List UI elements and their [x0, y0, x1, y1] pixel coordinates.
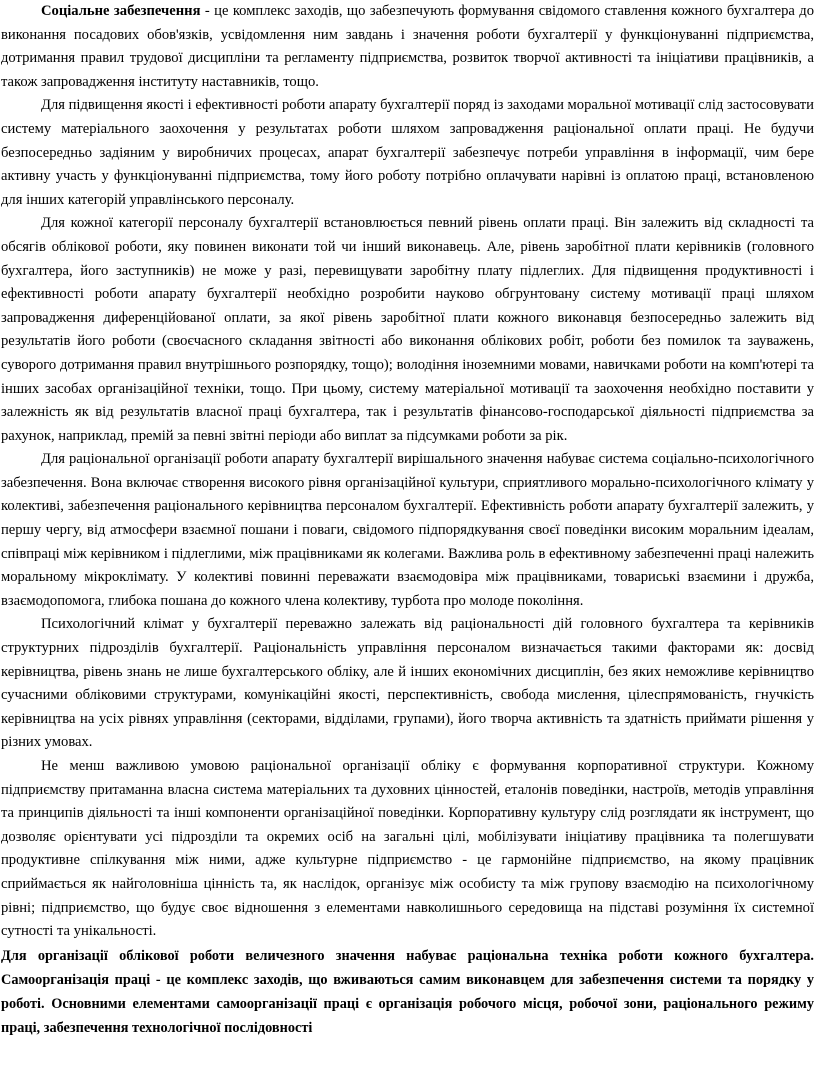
paragraph-self-organization [1, 944, 814, 1040]
paragraph-social-support [1, 0, 814, 94]
paragraph-self-organization-lead: Для організації облікової роботи величезного значення набуває раціональна техніка роботи кожного бухгалтера. [1, 947, 814, 964]
term-self-organization: Самоорганізація праці [1, 971, 151, 988]
term-social-support: Соціальне забезпечення [41, 3, 201, 19]
paragraph-material-incentives: Для підвищення якості і ефективності роботи апарату бухгалтерії поряд із заходами моральної мотивації слід застосовувати систему матеріального заохочення у результатах роботи шляхом запровадження раціональної оплати праці. Не будучи безпосередньо задіяним у виробничих процесах, апарат бухгалтерії забезпечує потреби управління в інформації, чим бере активну участь у функціонуванні підприємства, тому його роботу потрібно оплачувати нарівні із оплатою праці, встановленою для інших категорій управлінського персоналу. [1, 97, 814, 208]
paragraph-pay-levels: Для кожної категорії персоналу бухгалтерії встановлюється певний рівень оплати праці. Він залежить від складності та обсягів облікової роботи, яку повинен виконати той чи інший виконавець. Але, рівень заробітної плати керівників (головного бухгалтера, його заступників) не може у разі, перевищувати заробітну плату підлеглих. Для підвищення продуктивності і ефективності роботи апарату бухгалтерії необхідно розробити науково обгрунтовану систему мотивації праці шляхом запровадження диференційованої оплати, за якої рівень заробітної плати кожного виконавця безпосередньо залежить від результатів його роботи (своєчасного складання звітності або виконання облікових робіт, роботи без помилок та зауважень, суворого дотримання правил внутрішнього розпорядку, тощо); володіння іноземними мовами, навичками роботи на комп'ютері та інших засобах організаційної техніки, тощо. При цьому, систему матеріальної мотивації та заохочення необхідно поставити у залежність як від результатів власної праці бухгалтера, так і результатів фінансово-господарської діяльності підприємства за рахунок, наприклад, премій за певні звітні періоди або виплат за підсумками роботи за рік. [1, 215, 814, 444]
paragraph-psychological-climate: Психологічний клімат у бухгалтерії переважно залежать від раціональності дій головного бухгалтера та керівників структурних підрозділів бухгалтерії. Раціональність управління персоналом визначається такими факторами як: досвід керівництва, рівень знань не лише бухгалтерського обліку, але й інших економічних дисциплін, без яких неможливе керівництво сучасними обліковими структурами, комунікаційні якості, перспективність, свобода мислення, цілеспрямованість, гнучкість керівництва на усіх рівнях управління (секторами, відділами, групами), його творча активність та здатність приймати рішення у різних умовах. [1, 616, 814, 751]
paragraph-socio-psychological: Для раціональної організації роботи апарату бухгалтерії вирішального значення набуває система соціально-психологічного забезпечення. Вона включає створення високого рівня організаційної культури, сприятливого морально-психологічного клімату у колективі, забезпечення раціонального керівництва персоналом бухгалтерії. Ефективність роботи апарату бухгалтерії залежить, у першу чергу, від атмосфери взаємної пошани і поваги, свідомого підпорядкування своєї поведінки високим моральним ідеалам, співпраці між керівником і підлеглими, між працівниками як колегами. Важлива роль в ефективному забезпеченні праці належить моральному мікроклімату. У колективі повинні переважати взаємодовіра між працівниками, товариські взаємини і дружба, взаємодопомога, глибока пошана до кожного члена колективу, турбота про молоде покоління. [1, 451, 814, 609]
paragraph-social-support-text: - це комплекс заходів, що забезпечують формування свідомого ставлення кожного бухгалтера до виконання посадових обов'язків, усвідомлення ним завдань і значення роботи бухгалтерії у функціонуванні підприємства, дотримання правил трудової дисципліни та регламенту підприємства, розвиток творчої активності та ініціативи працівників, а також запровадження інституту наставників, тощо. [1, 3, 814, 90]
paragraph-self-organization-text: - це комплекс заходів, що вживаються самим виконавцем для забезпечення системи та порядку у роботі. Основними елементами самоорганізації праці є організація робочого місця, робочої зони, раціонального режиму праці, забезпечення технологічної послідовності [1, 971, 814, 1036]
paragraph-corporate-culture: Не менш важливою умовою раціональної організації обліку є формування корпоративної структури. Кожному підприємству притаманна власна система матеріальних та духовних цінностей, еталонів поведінки, настроїв, методів управління та принципів діяльності та інші компоненти організаційної поведінки. Корпоративну культуру слід розглядати як інструмент, що дозволяє орієнтувати усі підрозділи та окремих осіб на загальні цілі, мобілізувати ініціативу працівника та полегшувати продуктивне спілкування між ними, адже культурне підприємство - це гармонійне підприємство, на якому працівник сприймається як найголовніша цінність та, як наслідок, організує між особисту та між групову взаємодію на психологічному рівні; підприємство, що будує своє відношення з елементами навколишнього середовища на підставі розуміння їх системної сутності та унікальності. [1, 758, 814, 940]
